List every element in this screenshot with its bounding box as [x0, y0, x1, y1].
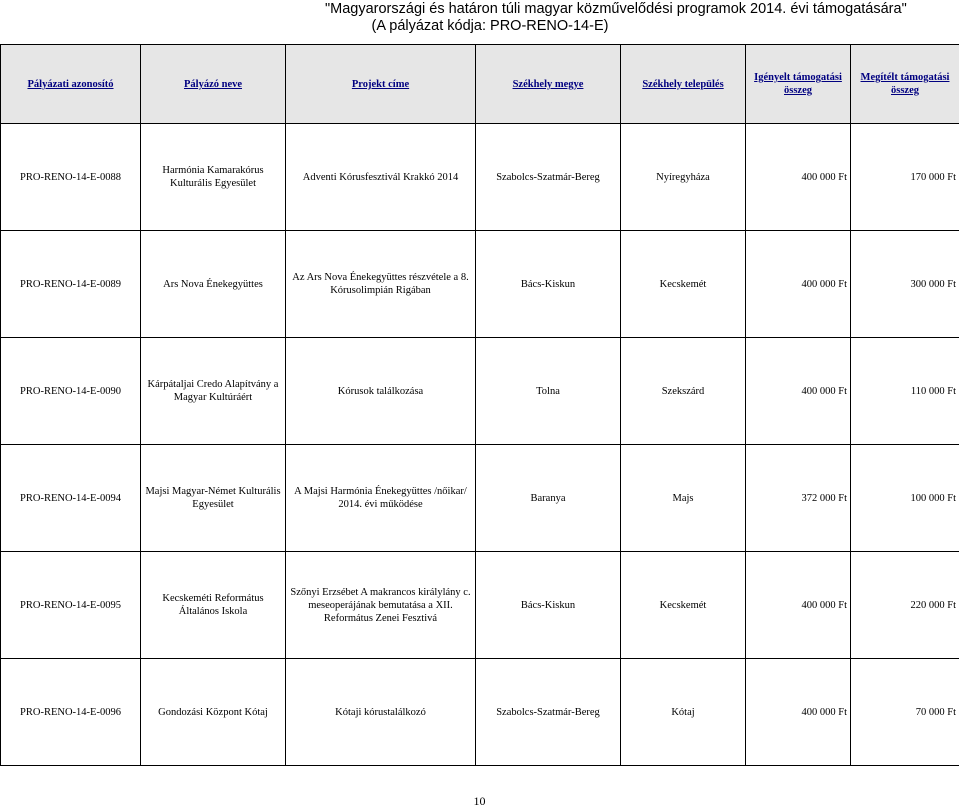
cell-project: Kórusok találkozása [286, 338, 476, 445]
cell-applicant: Harmónia Kamarakórus Kulturális Egyesület [141, 124, 286, 231]
cell-county: Szabolcs-Szatmár-Bereg [476, 124, 621, 231]
title-line-1: "Magyarországi és határon túli magyar közművelődési programok 2014. évi támogatására" [325, 1, 907, 17]
cell-project: Szőnyi Erzsébet A makrancos királylány c. meseoperájának bemutatása a XII. Református Zenei Fesztivá [286, 552, 476, 659]
column-header-town: Székhely település [621, 45, 746, 124]
cell-town: Szekszárd [621, 338, 746, 445]
cell-county: Bács-Kiskun [476, 231, 621, 338]
table-row [1, 659, 959, 766]
cell-county: Tolna [476, 338, 621, 445]
cell-requested: 400 000 Ft [746, 231, 851, 338]
cell-requested: 372 000 Ft [746, 445, 851, 552]
cell-town: Kecskemét [621, 231, 746, 338]
cell-project: Kótaji kórustalálkozó [286, 659, 476, 766]
table-row [1, 124, 959, 231]
cell-applicant: Kecskeméti Református Általános Iskola [141, 552, 286, 659]
cell-county: Bács-Kiskun [476, 552, 621, 659]
cell-project: A Majsi Harmónia Énekegyüttes /nőikar/ 2014. évi működése [286, 445, 476, 552]
cell-id: PRO-RENO-14-E-0095 [1, 552, 141, 659]
column-header-project: Projekt címe [286, 45, 476, 124]
column-header-requested: Igényelt támogatási összeg [746, 45, 851, 124]
cell-county: Baranya [476, 445, 621, 552]
cell-id: PRO-RENO-14-E-0094 [1, 445, 141, 552]
table-row [1, 445, 959, 552]
cell-requested: 400 000 Ft [746, 659, 851, 766]
cell-town: Kecskemét [621, 552, 746, 659]
cell-applicant: Majsi Magyar-Német Kulturális Egyesület [141, 445, 286, 552]
cell-id: PRO-RENO-14-E-0090 [1, 338, 141, 445]
page-number: 10 [473, 794, 486, 808]
cell-id: PRO-RENO-14-E-0096 [1, 659, 141, 766]
cell-county: Szabolcs-Szatmár-Bereg [476, 659, 621, 766]
cell-project: Az Ars Nova Énekegyüttes részvétele a 8. Kórusolimpián Rigában [286, 231, 476, 338]
cell-requested: 400 000 Ft [746, 338, 851, 445]
table-row [1, 552, 959, 659]
cell-awarded: 220 000 Ft [851, 552, 959, 659]
cell-project: Adventi Kórusfesztivál Krakkó 2014 [286, 124, 476, 231]
cell-awarded: 110 000 Ft [851, 338, 959, 445]
cell-awarded: 300 000 Ft [851, 231, 959, 338]
cell-applicant: Gondozási Központ Kótaj [141, 659, 286, 766]
title-line-2: (A pályázat kódja: PRO-RENO-14-E) [371, 18, 609, 34]
cell-town: Majs [621, 445, 746, 552]
cell-town: Nyíregyháza [621, 124, 746, 231]
column-header-id: Pályázati azonosító [1, 45, 141, 124]
column-header-awarded: Megítélt támogatási összeg [851, 45, 959, 124]
cell-requested: 400 000 Ft [746, 124, 851, 231]
cell-id: PRO-RENO-14-E-0088 [1, 124, 141, 231]
table-row [1, 338, 959, 445]
cell-awarded: 100 000 Ft [851, 445, 959, 552]
column-header-applicant: Pályázó neve [141, 45, 286, 124]
cell-requested: 400 000 Ft [746, 552, 851, 659]
cell-awarded: 170 000 Ft [851, 124, 959, 231]
cell-awarded: 70 000 Ft [851, 659, 959, 766]
header-row [1, 45, 959, 124]
cell-town: Kótaj [621, 659, 746, 766]
cell-applicant: Ars Nova Énekegyüttes [141, 231, 286, 338]
cell-applicant: Kárpátaljai Credo Alapítvány a Magyar Kultúráért [141, 338, 286, 445]
cell-id: PRO-RENO-14-E-0089 [1, 231, 141, 338]
column-header-county: Székhely megye [476, 45, 621, 124]
grant-table [0, 44, 959, 766]
table-row [1, 231, 959, 338]
